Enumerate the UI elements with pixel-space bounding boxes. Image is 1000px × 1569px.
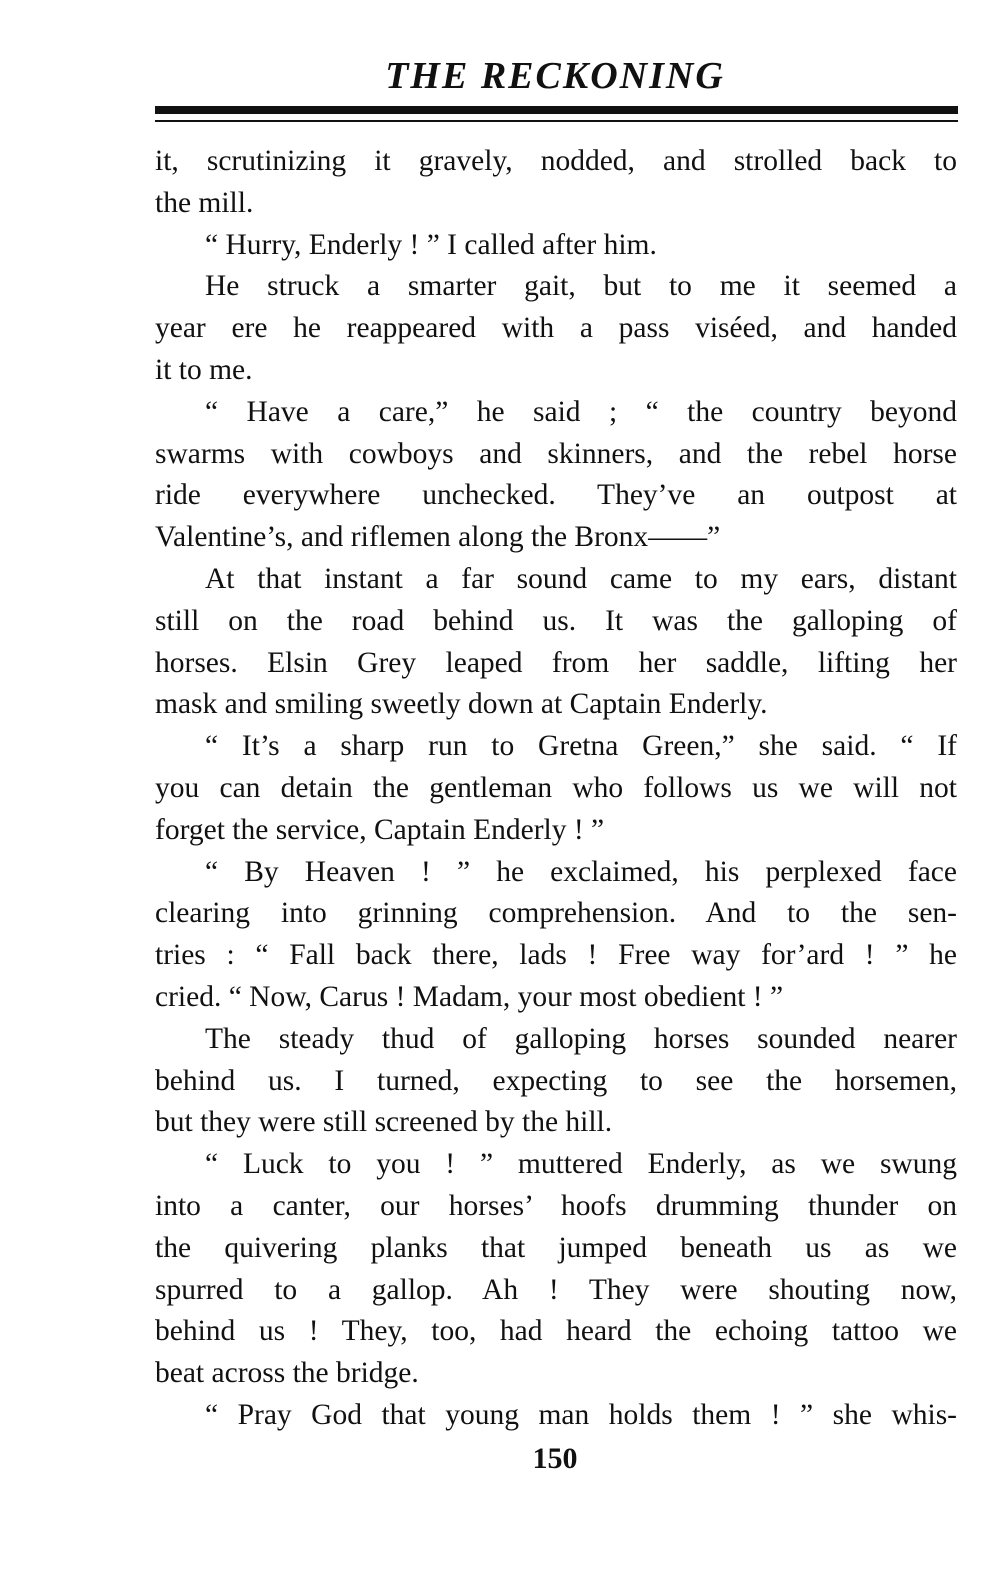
text-line: into a canter, our horses’ hoofs drumming thunder on	[155, 1189, 957, 1222]
text-line: forget the service, Captain Enderly ! ”	[155, 813, 605, 846]
text-line: the quivering planks that jumped beneath us as we	[155, 1231, 957, 1264]
text-line: behind us. I turned, expecting to see the horsemen,	[155, 1064, 957, 1097]
text-line: mask and smiling sweetly down at Captain Enderly.	[155, 688, 768, 721]
text-line: spurred to a gallop. Ah ! They were shouting now,	[155, 1273, 957, 1306]
text-line: it to me.	[155, 353, 253, 386]
header-rule-thin	[155, 120, 958, 122]
text-line: tries : “ Fall back there, lads ! Free way for’ard ! ” he	[155, 939, 957, 972]
text-line: swarms with cowboys and skinners, and the rebel horse	[155, 437, 957, 470]
text-line: “ Have a care,” he said ; “ the country beyond	[205, 395, 957, 428]
text-line: “ By Heaven ! ” he exclaimed, his perplexed face	[205, 855, 957, 888]
text-line: beat across the bridge.	[155, 1357, 419, 1390]
running-title: THE RECKONING	[385, 55, 725, 97]
text-line: horses. Elsin Grey leaped from her saddle, lifting her	[155, 646, 957, 679]
text-line: the mill.	[155, 186, 254, 219]
text-line: He struck a smarter gait, but to me it seemed a	[205, 270, 957, 303]
text-line: “ Luck to you ! ” muttered Enderly, as we swung	[205, 1148, 957, 1181]
text-line: ride everywhere unchecked. They’ve an outpost at	[155, 479, 957, 512]
text-line: it, scrutinizing it gravely, nodded, and strolled back to	[155, 145, 957, 177]
text-line: still on the road behind us. It was the galloping of	[155, 604, 957, 637]
text-line: Valentine’s, and riflemen along the Bronx——”	[155, 521, 721, 554]
header-rule-thick	[155, 106, 958, 114]
page-number: 150	[532, 1442, 578, 1475]
text-line: behind us ! They, too, had heard the echoing tattoo we	[155, 1315, 957, 1348]
text-line: but they were still screened by the hill.	[155, 1106, 613, 1139]
text-line: The steady thud of galloping horses sounded nearer	[205, 1022, 957, 1055]
text-line: cried. “ Now, Carus ! Madam, your most obedient ! ”	[155, 980, 784, 1013]
text-line: At that instant a far sound came to my ears, distant	[205, 562, 957, 595]
text-line: clearing into grinning comprehension. And to the sen-	[155, 897, 957, 930]
text-line: “ Pray God that young man holds them ! ” she whis-	[205, 1398, 957, 1431]
body-text	[155, 141, 957, 1437]
text-line: you can detain the gentleman who follows us we will not	[155, 771, 957, 804]
text-line: “ It’s a sharp run to Gretna Green,” she said. “ If	[205, 730, 957, 763]
text-line: “ Hurry, Enderly ! ” I called after him.	[205, 228, 657, 261]
text-line: year ere he reappeared with a pass viséed, and handed	[155, 312, 957, 345]
